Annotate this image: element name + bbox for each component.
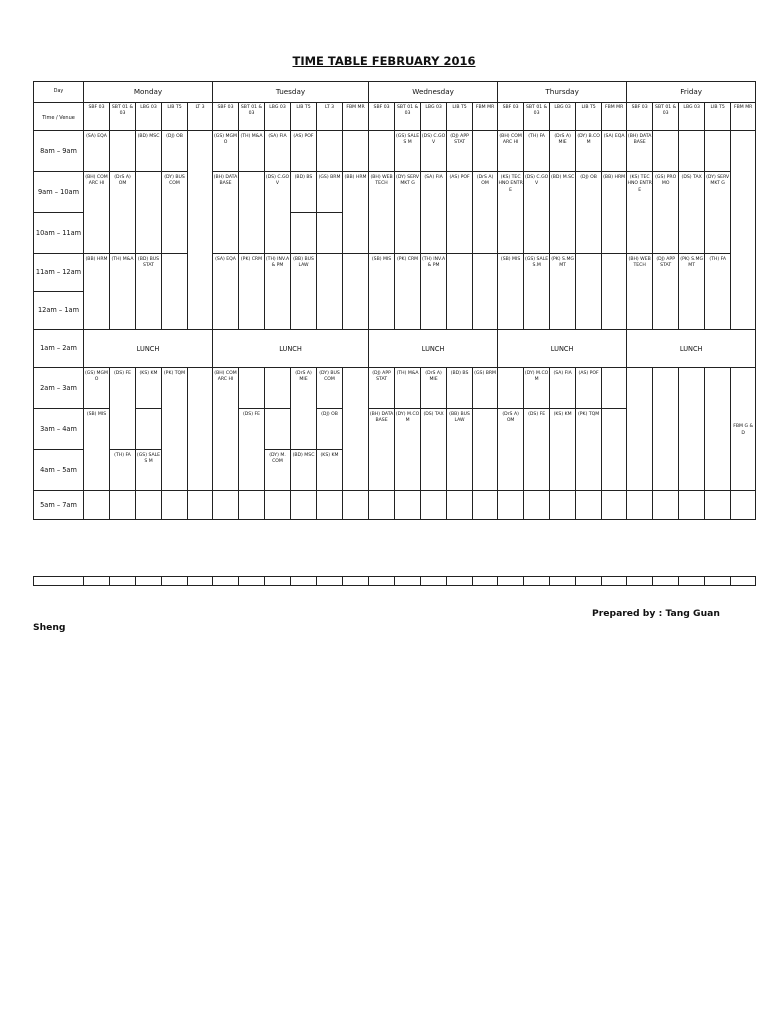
time-label: 2am – 3am — [34, 368, 84, 409]
class-slot: (BB) HRM — [84, 254, 110, 330]
class-slot: (DS) C.GO V — [524, 172, 550, 254]
venue-cell: SBT 01 & 03 — [395, 103, 421, 131]
venue-cell: SBT 01 & 03 — [239, 103, 265, 131]
class-slot: (AS) POF — [291, 131, 317, 172]
class-slot — [317, 254, 343, 330]
class-slot — [369, 491, 395, 520]
time-row — [34, 254, 756, 292]
class-slot — [473, 254, 498, 330]
class-slot: (SA) EQA — [213, 254, 239, 330]
time-label: 9am – 10am — [34, 172, 84, 213]
class-slot: (PK) TQM — [576, 409, 602, 491]
day-label: Day — [34, 82, 84, 103]
class-slot — [265, 409, 291, 450]
class-slot — [447, 254, 473, 330]
class-slot — [653, 368, 679, 491]
class-slot: (BD) BS — [447, 368, 473, 409]
class-slot: (KS) KM — [317, 450, 343, 491]
time-label: 10am – 11am — [34, 213, 84, 254]
day-thursday: Thursday — [498, 82, 627, 103]
class-slot: (SA) EQA — [84, 131, 110, 172]
class-slot: (BD) M.SC — [550, 172, 576, 254]
class-slot: (GS) PRO MO — [653, 172, 679, 254]
class-slot: (TH) INV.A & PM — [421, 254, 447, 330]
class-slot: (KS) KM — [136, 368, 162, 409]
class-slot: (GS) BRM — [473, 368, 498, 409]
class-slot — [291, 491, 317, 520]
class-slot — [473, 491, 498, 520]
class-slot: (BH) COM ARC HI — [498, 131, 524, 172]
day-wednesday: Wednesday — [369, 82, 498, 103]
class-slot — [239, 172, 265, 254]
venue-cell: SBF 03 — [213, 103, 239, 131]
prepared-by: Prepared by : Tang Guan — [592, 608, 720, 619]
venue-cell: LIB T5 — [291, 103, 317, 131]
class-slot: (SA) FIA — [550, 368, 576, 409]
class-slot: (BD) MSC — [291, 450, 317, 491]
class-slot: (TH) FA — [705, 254, 731, 330]
venue-cell: LIB T5 — [447, 103, 473, 131]
class-slot: (DS) C.GO V — [265, 172, 291, 254]
venue-cell: SBT 01 & 03 — [524, 103, 550, 131]
class-slot: (DS) TAX — [421, 409, 447, 491]
lunch-cell: LUNCH — [498, 330, 627, 368]
venue-cell: LBG 03 — [550, 103, 576, 131]
day-tuesday: Tuesday — [213, 82, 369, 103]
class-slot — [162, 254, 188, 330]
venue-cell: SBF 03 — [369, 103, 395, 131]
venue-cell: LBG 03 — [265, 103, 291, 131]
class-slot — [679, 491, 705, 520]
class-slot — [498, 368, 524, 409]
class-slot: (DJ) OB — [317, 409, 343, 450]
class-slot — [498, 491, 524, 520]
class-slot: (DJ) APP STAT — [369, 368, 395, 409]
class-slot — [291, 213, 317, 254]
class-slot — [576, 254, 602, 330]
day-header-row — [34, 82, 756, 103]
class-slot — [473, 409, 498, 491]
class-slot — [627, 491, 653, 520]
venue-cell: LBG 03 — [679, 103, 705, 131]
class-slot — [213, 491, 239, 520]
class-slot — [265, 491, 291, 520]
class-slot — [239, 368, 265, 409]
class-slot: (SA) FIA — [421, 172, 447, 254]
empty-strip — [33, 576, 756, 586]
venue-cell: LT 3 — [188, 103, 213, 131]
venue-cell: SBT 01 & 03 — [110, 103, 136, 131]
time-label: 1am – 2am — [34, 330, 84, 368]
class-slot: (DY) SERV MKT G — [395, 172, 421, 254]
class-slot — [576, 491, 602, 520]
class-slot — [421, 491, 447, 520]
class-slot — [188, 491, 213, 520]
class-slot: (SB) MIS — [84, 409, 110, 491]
class-slot: (KS) TEC HNO ENTR E — [627, 172, 653, 254]
time-venue-label: Time / Venue — [34, 103, 84, 131]
strip-row — [34, 577, 756, 586]
class-slot: FBM G & D — [731, 368, 756, 491]
class-slot — [653, 131, 679, 172]
class-slot: (BH) COM ARC HI — [213, 368, 239, 491]
class-slot: (TH) M&A — [239, 131, 265, 172]
class-slot: (PK) S.MG MT — [550, 254, 576, 330]
timetable — [33, 81, 756, 520]
day-monday: Monday — [84, 82, 213, 103]
class-slot: (DJ) OB — [576, 172, 602, 254]
class-slot: (SA) FIA — [265, 131, 291, 172]
time-label: 12am – 1am — [34, 292, 84, 330]
class-slot — [162, 491, 188, 520]
day-friday: Friday — [627, 82, 756, 103]
class-slot — [602, 254, 627, 330]
class-slot: (DY) SERV MKT G — [705, 172, 731, 254]
class-slot: (TH) M&A — [395, 368, 421, 409]
class-slot: (TH) FA — [524, 131, 550, 172]
lunch-cell: LUNCH — [84, 330, 213, 368]
class-slot: (SB) MIS — [498, 254, 524, 330]
class-slot: (GS) BRM — [317, 172, 343, 213]
class-slot: (TH) INV.A & PM — [265, 254, 291, 330]
class-slot: (BB) BUS LAW — [291, 254, 317, 330]
class-slot — [317, 131, 343, 172]
class-slot — [136, 172, 162, 254]
class-slot: (DS) C.GO V — [421, 131, 447, 172]
class-slot: (DrS A) OM — [498, 409, 524, 491]
class-slot: (GS) SALE S.M — [524, 254, 550, 330]
class-slot: (GS) MGM O — [84, 368, 110, 409]
class-slot: (DrS A) MIE — [291, 368, 317, 450]
class-slot — [447, 491, 473, 520]
prepared-by-continued: Sheng — [33, 622, 66, 633]
class-slot: (DY) B.CO M — [576, 131, 602, 172]
time-label: 11am – 12am — [34, 254, 84, 292]
class-slot: (BH) COM ARC HI — [84, 172, 110, 254]
class-slot — [705, 368, 731, 491]
class-slot: (TH) M&A — [110, 254, 136, 330]
class-slot — [602, 409, 627, 491]
class-slot: (BB) BUS LAW — [447, 409, 473, 491]
class-slot: (BB) HRM — [602, 172, 627, 254]
class-slot — [550, 491, 576, 520]
class-slot: (BB) HRM — [343, 172, 369, 254]
class-slot: (DrS A) MIE — [550, 131, 576, 172]
class-slot — [653, 491, 679, 520]
venue-cell: LIB T5 — [162, 103, 188, 131]
class-slot: (PK) S.MG MT — [679, 254, 705, 330]
class-slot: (PK) TQM — [162, 368, 188, 491]
class-slot — [679, 131, 705, 172]
class-slot — [188, 368, 213, 491]
venue-cell: LT 3 — [317, 103, 343, 131]
lunch-cell: LUNCH — [369, 330, 498, 368]
class-slot: (GS) SALE S M — [395, 131, 421, 172]
class-slot — [395, 491, 421, 520]
class-slot — [705, 491, 731, 520]
class-slot: (DY) BUS COM — [162, 172, 188, 254]
venue-cell: FBM MR — [343, 103, 369, 131]
class-slot — [679, 368, 705, 491]
class-slot — [317, 491, 343, 520]
venue-cell: LIB T5 — [705, 103, 731, 131]
class-slot — [473, 131, 498, 172]
class-slot: (GS) SALE S M — [136, 450, 162, 491]
class-slot: (DJ) APP STAT — [447, 131, 473, 172]
class-slot: (DY) BUS COM — [317, 368, 343, 409]
class-slot — [369, 131, 395, 172]
class-slot: (PK) CRM — [395, 254, 421, 330]
class-slot: (DrS A) MIE — [421, 368, 447, 409]
class-slot: (DS) TAX — [679, 172, 705, 254]
class-slot — [602, 368, 627, 409]
venue-cell: SBF 03 — [627, 103, 653, 131]
time-label: 4am – 5am — [34, 450, 84, 491]
class-slot — [524, 491, 550, 520]
class-slot — [265, 368, 291, 409]
class-slot: (BH) WEB TECH — [369, 172, 395, 254]
class-slot: (BH) WEB TECH — [627, 254, 653, 330]
venue-row — [34, 103, 756, 131]
class-slot — [343, 368, 369, 491]
class-slot: (DY) M.CO M — [395, 409, 421, 491]
class-slot — [188, 131, 213, 330]
class-slot — [110, 131, 136, 172]
class-slot: (SB) MIS — [369, 254, 395, 330]
class-slot: (BH) DATA BASE — [627, 131, 653, 172]
class-slot: (DS) FE — [239, 409, 265, 491]
venue-cell: SBT 01 & 03 — [653, 103, 679, 131]
class-slot — [731, 491, 756, 520]
time-row — [34, 368, 756, 409]
class-slot: (DrS A) OM — [110, 172, 136, 254]
time-label: 8am – 9am — [34, 131, 84, 172]
venue-cell: LBG 03 — [136, 103, 162, 131]
class-slot: (BD) BS — [291, 172, 317, 213]
venue-cell: FBM MR — [602, 103, 627, 131]
class-slot: (AS) POF — [447, 172, 473, 254]
venue-cell: SBF 03 — [498, 103, 524, 131]
class-slot: (TH) FA — [110, 450, 136, 491]
venue-cell: LIB T5 — [576, 103, 602, 131]
class-slot: (DY) M. COM — [265, 450, 291, 491]
class-slot: (DrS A) OM — [473, 172, 498, 254]
lunch-row — [34, 330, 756, 368]
class-slot — [136, 491, 162, 520]
class-slot — [239, 491, 265, 520]
class-slot: (DJ) APP STAT — [653, 254, 679, 330]
class-slot: (DJ) OB — [162, 131, 188, 172]
class-slot — [84, 491, 110, 520]
class-slot: (KS) TEC HNO ENTR E — [498, 172, 524, 254]
class-slot: (AS) POF — [576, 368, 602, 409]
class-slot — [602, 491, 627, 520]
venue-cell: FBM MR — [473, 103, 498, 131]
lunch-cell: LUNCH — [213, 330, 369, 368]
class-slot: (DS) FE — [110, 368, 136, 450]
class-slot — [705, 131, 731, 172]
class-slot — [343, 131, 369, 172]
venue-cell: LBG 03 — [421, 103, 447, 131]
page-title: TIME TABLE FEBRUARY 2016 — [292, 54, 476, 68]
class-slot — [343, 254, 369, 330]
time-label: 3am – 4am — [34, 409, 84, 450]
class-slot: (BD) BUS STAT — [136, 254, 162, 330]
lunch-cell: LUNCH — [627, 330, 756, 368]
class-slot: (BH) DATA BASE — [213, 172, 239, 254]
class-slot: (DY) M.CO M — [524, 368, 550, 409]
class-slot — [343, 491, 369, 520]
class-slot — [317, 213, 343, 254]
class-slot: (GS) MGM O — [213, 131, 239, 172]
class-slot: (SA) EQA — [602, 131, 627, 172]
time-label: 5am – 7am — [34, 491, 84, 520]
class-slot: (BH) DATA BASE — [369, 409, 395, 491]
class-slot — [110, 491, 136, 520]
class-slot: (DS) FE — [524, 409, 550, 491]
class-slot — [627, 368, 653, 491]
class-slot — [731, 131, 756, 330]
time-row — [34, 491, 756, 520]
time-row — [34, 131, 756, 172]
class-slot — [136, 409, 162, 450]
time-row — [34, 172, 756, 213]
venue-cell: FBM MR — [731, 103, 756, 131]
class-slot: (PK) CRM — [239, 254, 265, 330]
class-slot: (BD) MSC — [136, 131, 162, 172]
class-slot: (KS) KM — [550, 409, 576, 491]
venue-cell: SBF 03 — [84, 103, 110, 131]
